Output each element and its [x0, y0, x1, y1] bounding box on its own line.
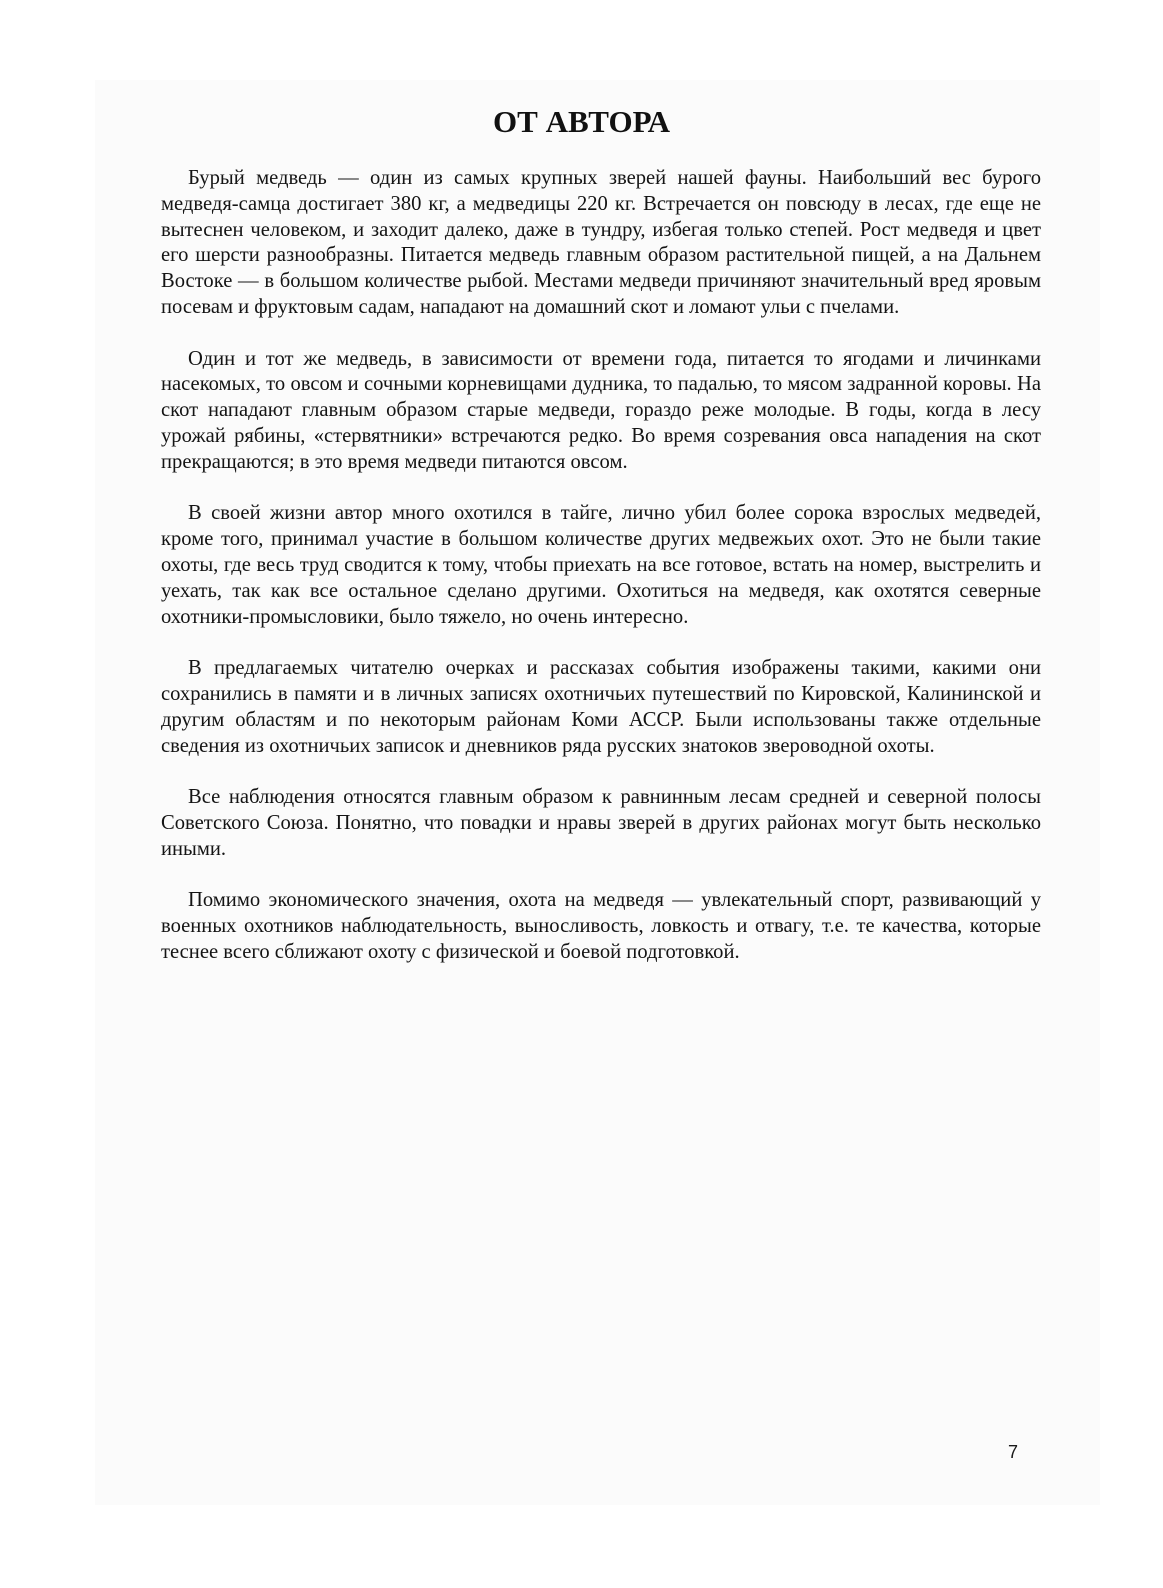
paragraph: Все наблюдения относятся главным образом к равнинным лесам средней и северной полосы Советского Союза. Понятно, что повадки и нравы зверей в других районах могут быть несколько иными.: [161, 786, 1041, 860]
paragraph: В предлагаемых читателю очерках и рассказах события изображены такими, какими они сохранились в памяти и в личных записях охотничьих путешествий по Кировской, Калининской и другим областям и по некоторым районам Коми АССР. Были использованы также отдельные сведения из охотничьих записок и дневников ряда русских знатоков звероводной охоты.: [161, 657, 1041, 757]
paragraph: Один и тот же медведь, в зависимости от времени года, питается то ягодами и личинками насекомых, то овсом и сочными корневищами дудника, то падалью, то мясом задранной коровы. На скот нападают главным образом старые медведи, гораздо реже молодые. В годы, когда в лесу урожай рябины, «стервятники» встречаются редко. Во время созревания овса нападения на скот прекращаются; в это время медведи питаются овсом.: [161, 347, 1041, 473]
paragraph: Помимо экономического значения, охота на медведя — увлекательный спорт, развивающий у военных охотников наблюдательность, выносливость, ловкость и отвагу, т.е. те качества, которые теснее всего сближают охоту с физической и боевой подготовкой.: [161, 889, 1041, 963]
paragraph: В своей жизни автор много охотился в тайге, лично убил более сорока взрослых медведей, кроме того, принимал участие в большом количестве других медвежьих охот. Это не были такие охоты, где весь труд сводится к тому, чтобы приехать на все готовое, встать на номер, выстрелить и уехать, так как все остальное сделано другими. Охотиться на медведя, как охотятся северные охотники-промысловики, было тяжело, но очень интересно.: [161, 502, 1041, 628]
page-title: ОТ АВТОРА: [493, 104, 670, 139]
paragraph: Бурый медведь — один из самых крупных зверей нашей фауны. Наибольший вес бурого медведя-самца достигает 380 кг, а медведицы 220 кг. Встречается он повсюду в лесах, где еще не вытеснен человеком, и заходит далеко, даже в тундру, избегая только степей. Рост медведя и цвет его шерсти разнообразны. Питается медведь главным образом растительной пищей, а на Дальнем Востоке — в большом количестве рыбой. Местами медведи причиняют значительный вред яровым посевам и фруктовым садам, нападают на домашний скот и ломают ульи с пчелами.: [161, 167, 1041, 318]
body-text: [161, 166, 1041, 992]
page-number: 7: [1008, 1442, 1019, 1462]
